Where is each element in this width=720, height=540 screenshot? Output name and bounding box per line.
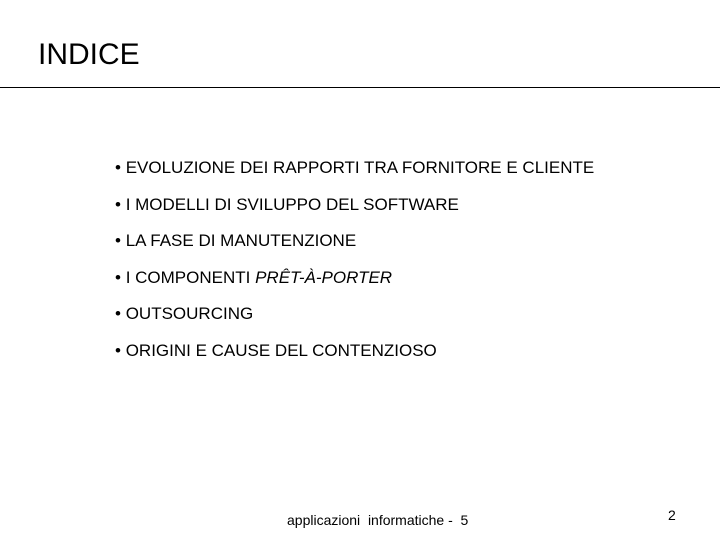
- slide-title: INDICE: [38, 38, 140, 71]
- bullet: •: [115, 194, 121, 214]
- list-item: [115, 187, 635, 224]
- list-item-text: EVOLUZIONE DEI RAPPORTI TRA FORNITORE E CLIENTE: [125, 158, 595, 177]
- list-item: [115, 296, 635, 333]
- bullet: •: [115, 267, 121, 287]
- list-item-text: ORIGINI E CAUSE DEL CONTENZIOSO: [125, 340, 437, 360]
- table-of-contents: [115, 150, 635, 369]
- bullet: •: [115, 231, 121, 250]
- list-item: [115, 150, 635, 187]
- list-item: [115, 260, 635, 297]
- list-item-text: I MODELLI DI SVILUPPO DEL SOFTWARE: [125, 194, 459, 214]
- title-divider: [0, 87, 720, 88]
- bullet: •: [115, 304, 121, 323]
- list-item: [115, 223, 635, 260]
- footer-text: applicazioni informatiche - 5: [287, 512, 469, 528]
- page-number: 2: [668, 507, 676, 523]
- list-item-text: OUTSOURCING: [125, 304, 254, 323]
- list-item-emphasis: PRÊT-À-PORTER: [255, 267, 393, 287]
- bullet: •: [115, 158, 121, 177]
- bullet: •: [115, 340, 121, 360]
- list-item-text: LA FASE DI MANUTENZIONE: [125, 231, 357, 250]
- list-item: [115, 333, 635, 370]
- list-item-text: I COMPONENTI: [125, 267, 256, 287]
